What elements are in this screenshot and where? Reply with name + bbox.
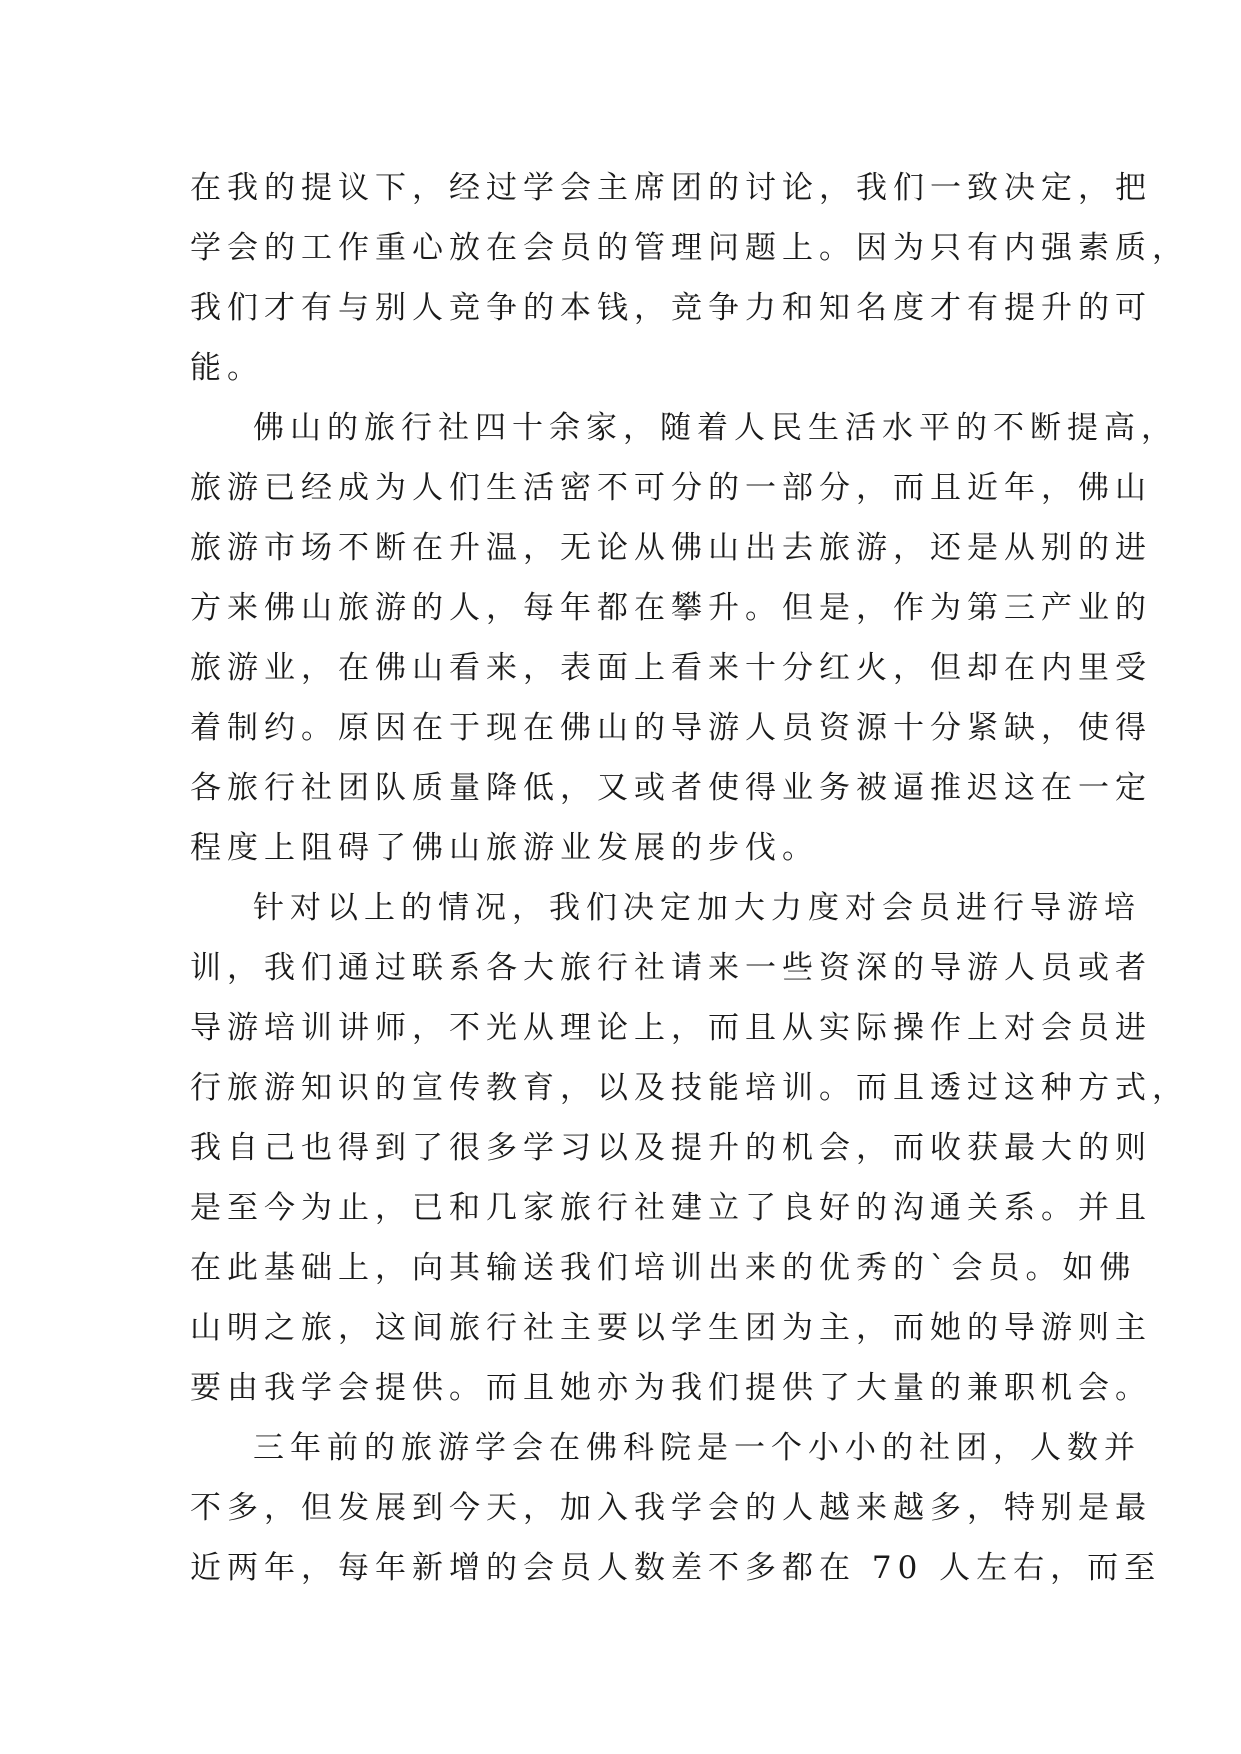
text-line: 旅游市场不断在升温，无论从佛山出去旅游，还是从别的进	[190, 530, 1152, 566]
text-line: 我自己也得到了很多学习以及提升的机会，而收获最大的则	[190, 1130, 1152, 1166]
text-line: 不多，但发展到今天，加入我学会的人越来越多，特别是最	[190, 1490, 1152, 1526]
text-line: 旅游已经成为人们生活密不可分的一部分，而且近年，佛山	[190, 470, 1152, 506]
paragraph-first-line: 针对以上的情况，我们决定加大力度对会员进行导游培	[253, 890, 1141, 926]
text-line: 各旅行社团队质量降低，又或者使得业务被逼推迟这在一定	[190, 770, 1152, 806]
text-line: 要由我学会提供。而且她亦为我们提供了大量的兼职机会。	[190, 1370, 1152, 1406]
text-line: 程度上阻碍了佛山旅游业发展的步伐。	[190, 830, 819, 866]
paragraph-first-line: 三年前的旅游学会在佛科院是一个小小的社团，人数并	[253, 1430, 1141, 1466]
document-body	[190, 158, 1189, 1598]
paragraph-first-line: 佛山的旅行社四十余家，随着人民生活水平的不断提高，	[253, 410, 1178, 446]
text-line: 行旅游知识的宣传教育，以及技能培训。而且透过这种方式，	[190, 1070, 1189, 1106]
text-line: 旅游业，在佛山看来，表面上看来十分红火，但却在内里受	[190, 650, 1152, 686]
text-line: 我们才有与别人竞争的本钱，竞争力和知名度才有提升的可	[190, 290, 1152, 326]
text-line: 着制约。原因在于现在佛山的导游人员资源十分紧缺，使得	[190, 710, 1152, 746]
text-line: 能。	[190, 350, 264, 386]
text-line: 山明之旅，这间旅行社主要以学生团为主，而她的导游则主	[190, 1310, 1152, 1346]
text-line: 在此基础上，向其输送我们培训出来的优秀的`会员。如佛	[190, 1250, 1137, 1286]
text-line: 近两年，每年新增的会员人数差不多都在 70 人左右，而至	[190, 1550, 1162, 1586]
text-line: 导游培训讲师，不光从理论上，而且从实际操作上对会员进	[190, 1010, 1152, 1046]
text-line: 方来佛山旅游的人，每年都在攀升。但是，作为第三产业的	[190, 590, 1152, 626]
text-line: 训，我们通过联系各大旅行社请来一些资深的导游人员或者	[190, 950, 1152, 986]
text-line: 学会的工作重心放在会员的管理问题上。因为只有内强素质，	[190, 230, 1189, 266]
text-line: 在我的提议下，经过学会主席团的讨论，我们一致决定，把	[190, 170, 1152, 206]
text-line: 是至今为止，已和几家旅行社建立了良好的沟通关系。并且	[190, 1190, 1152, 1226]
